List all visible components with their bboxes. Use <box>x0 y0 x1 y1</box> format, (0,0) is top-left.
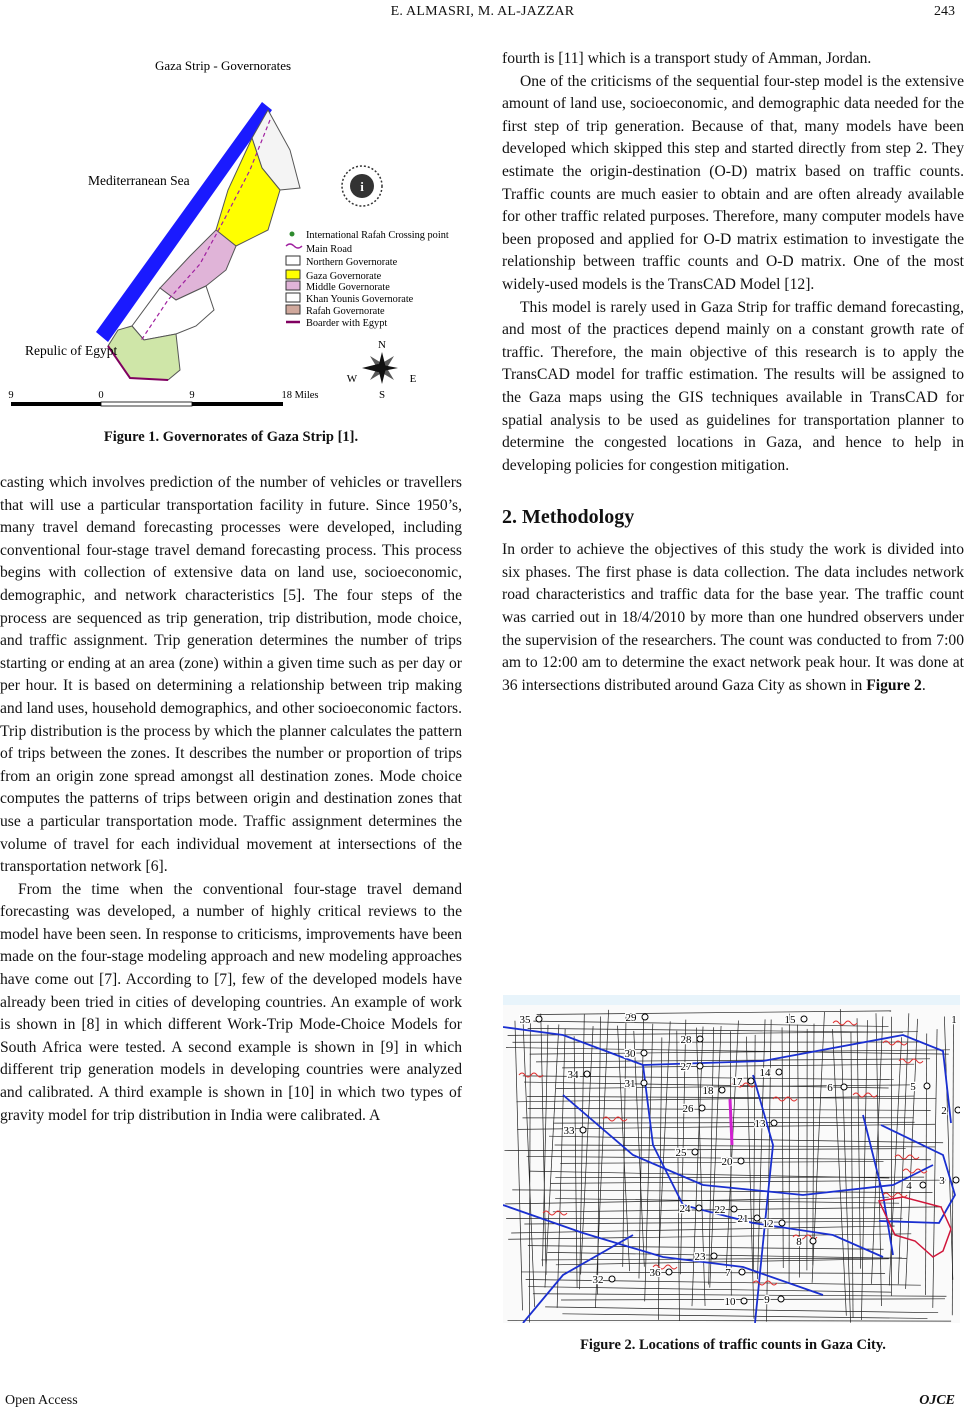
figure-1-map <box>0 50 470 410</box>
marker-dot <box>697 1036 703 1042</box>
marker-dot <box>609 1276 615 1282</box>
compass-rose <box>347 339 417 401</box>
marker-dot <box>719 1087 725 1093</box>
marker-label: 32 <box>592 1274 604 1286</box>
legend-swatch-rafah <box>286 305 300 314</box>
legend <box>286 230 449 329</box>
marker-dot <box>955 1107 960 1113</box>
marker-label: 34 <box>567 1069 579 1081</box>
figure-2-caption: Figure 2. Locations of traffic counts in Gaza City. <box>580 1337 886 1353</box>
marker-dot <box>641 1050 647 1056</box>
page-header <box>0 2 965 22</box>
marker-label: 18 <box>702 1085 714 1097</box>
footer-open-access: Open Access <box>5 1393 78 1408</box>
legend-swatch-northern <box>286 256 300 265</box>
marker-dot <box>642 1014 648 1020</box>
marker-label: 20 <box>721 1156 733 1168</box>
compass-s: S <box>378 389 386 401</box>
marker-dot <box>666 1269 672 1275</box>
marker-dot <box>953 1177 959 1183</box>
marker-dot <box>748 1078 754 1084</box>
figure-1-caption: Figure 1. Governorates of Gaza Strip [1]. <box>103 429 359 445</box>
marker-label: 13 <box>754 1118 766 1130</box>
legend-label-northern: Northern Governorate <box>306 257 398 268</box>
compass-e: E <box>409 373 417 385</box>
marker-label: 9 <box>764 1294 770 1306</box>
compass-n: N <box>378 339 386 351</box>
marker-label: 15 <box>784 1014 796 1026</box>
marker-dot <box>711 1253 717 1259</box>
marker-label: 35 <box>519 1014 531 1026</box>
highlighted-street <box>730 1099 732 1145</box>
legend-swatch-road <box>286 244 302 248</box>
marker-label: 22 <box>714 1204 726 1216</box>
marker-dot <box>920 1182 926 1188</box>
legend-swatch-crossing <box>290 232 295 237</box>
marker-label: 33 <box>563 1125 575 1137</box>
figure-1-title: Gaza Strip - Governorates <box>154 58 292 73</box>
marker-dot <box>754 1215 760 1221</box>
marker-dot <box>580 1127 586 1133</box>
marker-dot <box>699 1105 705 1111</box>
right-column <box>502 48 964 697</box>
marker-dot <box>641 1080 647 1086</box>
marker-dot <box>841 1084 847 1090</box>
legend-swatch-khan-younis <box>286 293 300 302</box>
marker-label: 6 <box>827 1082 833 1094</box>
scale-tick-2: 0 <box>98 390 104 401</box>
marker-label: 5 <box>910 1081 916 1093</box>
sea-label: Mediterranean Sea <box>88 173 190 188</box>
marker-label: 36 <box>649 1267 661 1279</box>
marker-dot <box>810 1238 816 1244</box>
running-authors: E. ALMASRI, M. AL-JAZZAR <box>390 4 575 19</box>
legend-label-gaza: Gaza Governorate <box>306 271 382 282</box>
marker-dot <box>692 1149 698 1155</box>
figure-2-map <box>503 995 960 1323</box>
right-paragraph-4 <box>502 539 964 697</box>
legend-label-middle: Middle Governorate <box>306 282 390 293</box>
section-heading-methodology: 2. Methodology <box>502 506 635 529</box>
methodology-text-end: . <box>921 676 926 694</box>
left-column <box>0 472 462 1127</box>
right-paragraph-1: fourth is [11] which is a transport study of Amman, Jordan. <box>502 50 872 67</box>
marker-label: 29 <box>625 1012 637 1024</box>
marker-dot <box>696 1205 702 1211</box>
marker-label: 2 <box>941 1105 947 1117</box>
right-paragraph-2: One of the criticisms of the sequential four-step model is the extensive amount of land use, socioeconomic, and demographic data needed for the first step of trip generation. Because of that, many models have been developed which skipped this step and started directly from step 2. They estimate the origin-destination (O-D) matrix based on traffic counts. Traffic counts are much easier to obtain and are often already available for other traffic related purposes. Therefore, many computer models have been proposed and applied for O-D matrix estimation to investigate the relationship between traffic counts and O-D matrix. One of the most widely-used models is the TransCAD Model [12]. <box>502 72 964 293</box>
scale-tick-1: 9 <box>8 390 14 401</box>
scale-tick-3: 9 <box>189 390 195 401</box>
marker-label: 31 <box>624 1078 636 1090</box>
marker-label: 7 <box>725 1267 731 1279</box>
compass-w: W <box>346 373 358 385</box>
page-number: 243 <box>934 4 955 19</box>
left-paragraph-2: From the time when the conventional four-stage travel demand forecasting was developed, a number of highly critical reviews to the model have been seen. In response to criticisms, improvements have been made on the four-stage modeling approach and new modeling approaches have come out [7]. According to [7], few of the developed models have already been tried in cities of developing countries. An example of work is shown in [8] in which different Work-Trip Mode-Choice Models for South Africa were tested. A second example is shown in [9] in which different trip generation models in developing countries were analyzed and calibrated. A third example is shown in [10] in which two types of gravity model for trip distribution in India were calibrated. A <box>0 880 462 1124</box>
marker-label: 24 <box>679 1203 691 1215</box>
marker-label: 25 <box>675 1147 687 1159</box>
marker-label: 12 <box>762 1218 774 1230</box>
marker-dot <box>924 1083 930 1089</box>
scale-tick-4: 18 Miles <box>281 390 319 401</box>
footer-journal: OJCE <box>919 1393 955 1408</box>
marker-label: 28 <box>680 1034 692 1046</box>
marker-dot <box>584 1071 590 1077</box>
marker-dot <box>697 1063 703 1069</box>
legend-label-khan-younis: Khan Younis Governorate <box>306 294 414 305</box>
methodology-text: In order to achieve the objectives of this study the work is divided into six phases. The first phase is data collection. The data includes network road characteristics and traffic data for the base year. The traffic count was carried out in 18/4/2010 by more than one hundred observers under the supervision of the researchers. The count was conducted to from 7:00 am to 12:00 am to determine the exact network peak hour. It was done at 36 intersections distributed around Gaza City as shown in <box>502 541 964 694</box>
egypt-label: Repulic of Egypt <box>25 343 118 358</box>
marker-label: 3 <box>939 1175 945 1187</box>
marker-dot <box>731 1206 737 1212</box>
legend-label-rafah: Rafah Governorate <box>306 306 385 317</box>
marker-dot <box>536 1016 542 1022</box>
marker-dot <box>779 1220 785 1226</box>
marker-dot <box>801 1016 807 1022</box>
legend-label-border: Boarder with Egypt <box>306 318 388 329</box>
marker-label: 8 <box>796 1236 802 1248</box>
marker-label: 1 <box>951 1014 957 1026</box>
marker-label: 10 <box>724 1296 736 1308</box>
svg-text:i: i <box>360 179 364 194</box>
marker-label: 30 <box>624 1048 636 1060</box>
legend-label-road: Main Road <box>306 244 353 255</box>
legend-swatch-gaza <box>286 270 300 279</box>
left-paragraph-1: casting which involves prediction of the number of vehicles or travellers that will use a particular transportation facility in future. Since 1950’s, many travel demand forecasting processes were developed, including conventional four-stage travel demand forecasting process. This process begins with collection of extensive data on land use, socioeconomic, demographic, and network characteristics [5]. The four steps of the process are sequenced as trip generation, trip distribution, mode choice, and traffic assignment. Trip generation determines the number of trips starting or ending at an area (zone) within a given time such as per day or per hour. It is based on determining a relationship between trip making and land uses, household demographics, and other socioeconomic factors. Trip distribution is the process by which the planner calculates the pattern of trips between the zones. It describes the number or proportion of trips from an origin zone spread amongst all destination zones. Mode choice computes the patterns of trips between origin and destination zones that use a particular transportation mode. Traffic assignment determines the volume of travel for each individual movement at intersections of the transportation network [6]. <box>0 474 462 876</box>
legend-swatch-middle <box>286 281 300 290</box>
marker-label: 23 <box>694 1251 706 1263</box>
marker-label: 27 <box>680 1061 692 1073</box>
marker-dot <box>739 1269 745 1275</box>
marker-dot <box>741 1298 747 1304</box>
marker-dot <box>738 1158 744 1164</box>
marker-label: 21 <box>737 1213 749 1225</box>
scale-bar <box>8 390 318 406</box>
marker-label: 26 <box>682 1103 694 1115</box>
marker-label: 17 <box>731 1076 743 1088</box>
marker-dot <box>778 1296 784 1302</box>
university-logo <box>342 166 382 206</box>
marker-label: 4 <box>906 1180 912 1192</box>
legend-label-crossing: International Rafah Crossing point <box>306 230 449 241</box>
marker-dot <box>776 1069 782 1075</box>
marker-label: 14 <box>759 1067 771 1079</box>
right-paragraph-3: This model is rarely used in Gaza Strip for traffic demand forecasting, and most of the practices depend mainly on a constant growth rate of traffic. Therefore, the main objective of this research is to apply the TransCAD model for traffic estimation. The results will be assigned to the Gaza maps using the GIS techniques available in TransCAD for spatial analysis to be used as guidelines for transportation planner to determine the congested locations in Gaza, and hence to help in developing policies for congestion mitigation. <box>502 298 964 474</box>
figure-2-reference: Figure 2 <box>866 676 922 694</box>
marker-dot <box>771 1120 777 1126</box>
